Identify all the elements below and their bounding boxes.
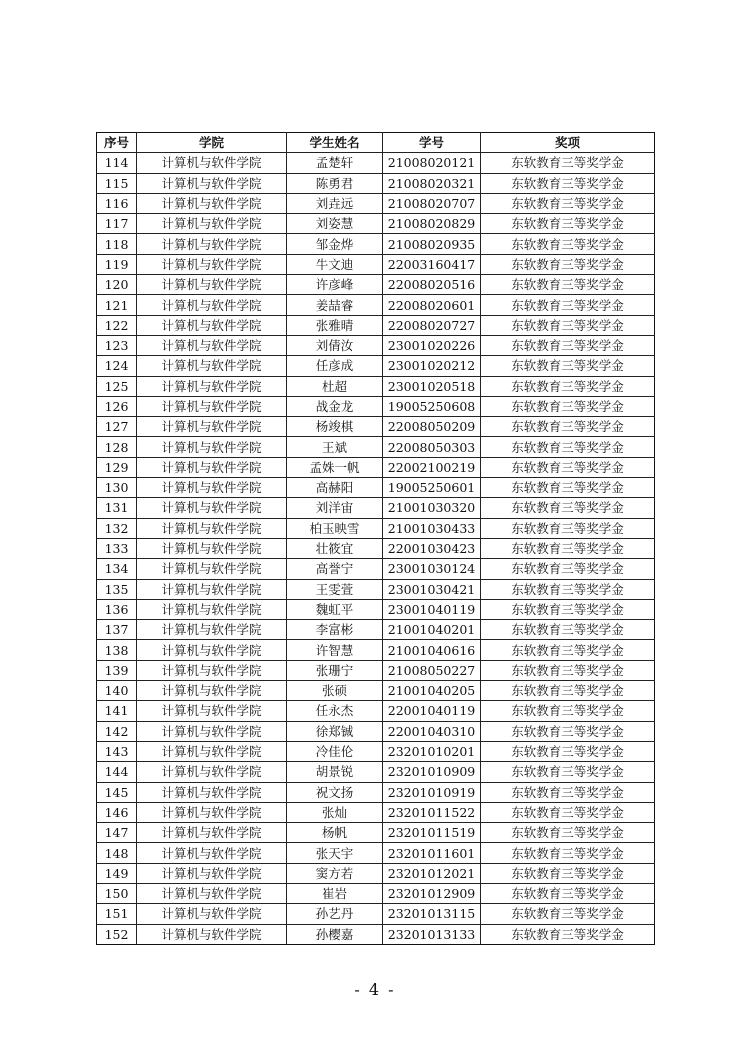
cell-award: 东软教育三等奖学金 [481,518,655,538]
table-row [97,417,655,437]
cell-award: 东软教育三等奖学金 [481,457,655,477]
cell-student-name: 崔岩 [287,883,383,903]
cell-college: 计算机与软件学院 [137,599,287,619]
cell-serial: 144 [97,762,137,782]
cell-award: 东软教育三等奖学金 [481,599,655,619]
cell-student-id: 23001040119 [383,599,481,619]
table-row [97,437,655,457]
cell-student-name: 刘姿慧 [287,214,383,234]
cell-award: 东软教育三等奖学金 [481,924,655,944]
cell-serial: 114 [97,153,137,173]
cell-student-name: 孙艺丹 [287,904,383,924]
table-row [97,883,655,903]
cell-award: 东软教育三等奖学金 [481,620,655,640]
table-row [97,335,655,355]
cell-student-name: 张灿 [287,802,383,822]
cell-student-id: 23201010919 [383,782,481,802]
cell-college: 计算机与软件学院 [137,315,287,335]
cell-serial: 152 [97,924,137,944]
cell-college: 计算机与软件学院 [137,376,287,396]
cell-student-name: 任永杰 [287,701,383,721]
cell-serial: 142 [97,721,137,741]
cell-award: 东软教育三等奖学金 [481,904,655,924]
cell-student-name: 李富彬 [287,620,383,640]
table-row [97,275,655,295]
table-row [97,579,655,599]
cell-student-name: 刘倩汝 [287,335,383,355]
cell-serial: 122 [97,315,137,335]
cell-student-id: 21008020321 [383,173,481,193]
cell-student-id: 23001020212 [383,356,481,376]
cell-award: 东软教育三等奖学金 [481,782,655,802]
table-row [97,924,655,944]
cell-serial: 145 [97,782,137,802]
header-student-name: 学生姓名 [287,133,383,153]
table-row [97,802,655,822]
cell-student-name: 许彦峰 [287,275,383,295]
cell-award: 东软教育三等奖学金 [481,681,655,701]
cell-serial: 121 [97,295,137,315]
cell-serial: 148 [97,843,137,863]
page-number: - 4 - [354,980,396,999]
header-award: 奖项 [481,133,655,153]
cell-serial: 141 [97,701,137,721]
cell-student-name: 邹金烨 [287,234,383,254]
table-row [97,234,655,254]
cell-student-id: 22008020516 [383,275,481,295]
cell-student-id: 22008020727 [383,315,481,335]
cell-award: 东软教育三等奖学金 [481,254,655,274]
cell-college: 计算机与软件学院 [137,173,287,193]
cell-student-id: 21008020829 [383,214,481,234]
cell-serial: 123 [97,335,137,355]
cell-college: 计算机与软件学院 [137,782,287,802]
cell-serial: 136 [97,599,137,619]
table-row [97,478,655,498]
cell-student-name: 杜超 [287,376,383,396]
cell-student-name: 徐郑铖 [287,721,383,741]
cell-student-id: 23201013115 [383,904,481,924]
cell-college: 计算机与软件学院 [137,660,287,680]
cell-student-name: 柏玉映雪 [287,518,383,538]
cell-college: 计算机与软件学院 [137,478,287,498]
cell-award: 东软教育三等奖学金 [481,721,655,741]
cell-award: 东软教育三等奖学金 [481,762,655,782]
cell-student-name: 张珊宁 [287,660,383,680]
cell-student-id: 22001040119 [383,701,481,721]
cell-serial: 143 [97,741,137,761]
cell-student-name: 祝文扬 [287,782,383,802]
cell-award: 东软教育三等奖学金 [481,193,655,213]
table-row [97,762,655,782]
cell-college: 计算机与软件学院 [137,437,287,457]
cell-award: 东软教育三等奖学金 [481,559,655,579]
cell-award: 东软教育三等奖学金 [481,356,655,376]
cell-serial: 138 [97,640,137,660]
cell-student-id: 21001040616 [383,640,481,660]
cell-student-id: 23201012909 [383,883,481,903]
cell-student-id: 21008020707 [383,193,481,213]
table-row [97,457,655,477]
table-row [97,214,655,234]
cell-award: 东软教育三等奖学金 [481,701,655,721]
cell-student-id: 23201011519 [383,823,481,843]
header-row [97,133,655,153]
table-row [97,782,655,802]
cell-college: 计算机与软件学院 [137,802,287,822]
cell-serial: 129 [97,457,137,477]
cell-student-id: 23201010201 [383,741,481,761]
cell-student-id: 21008020935 [383,234,481,254]
table-row [97,863,655,883]
cell-college: 计算机与软件学院 [137,863,287,883]
cell-college: 计算机与软件学院 [137,843,287,863]
table-row [97,640,655,660]
cell-college: 计算机与软件学院 [137,214,287,234]
cell-college: 计算机与软件学院 [137,193,287,213]
cell-student-id: 23001020226 [383,335,481,355]
cell-student-id: 21001040201 [383,620,481,640]
cell-college: 计算机与软件学院 [137,275,287,295]
cell-student-name: 王雯萱 [287,579,383,599]
cell-award: 东软教育三等奖学金 [481,396,655,416]
cell-serial: 125 [97,376,137,396]
table-row [97,315,655,335]
cell-serial: 120 [97,275,137,295]
table-row [97,396,655,416]
cell-serial: 126 [97,396,137,416]
table-row [97,538,655,558]
header-college: 学院 [137,133,287,153]
cell-student-name: 战金龙 [287,396,383,416]
cell-student-id: 23201012021 [383,863,481,883]
cell-award: 东软教育三等奖学金 [481,498,655,518]
cell-student-name: 牛文迪 [287,254,383,274]
table-row [97,295,655,315]
cell-college: 计算机与软件学院 [137,254,287,274]
cell-student-name: 张雅晴 [287,315,383,335]
cell-student-id: 22003160417 [383,254,481,274]
cell-college: 计算机与软件学院 [137,721,287,741]
cell-college: 计算机与软件学院 [137,579,287,599]
cell-serial: 137 [97,620,137,640]
cell-serial: 135 [97,579,137,599]
cell-college: 计算机与软件学院 [137,335,287,355]
cell-award: 东软教育三等奖学金 [481,741,655,761]
cell-student-id: 21008050227 [383,660,481,680]
cell-student-name: 许智慧 [287,640,383,660]
cell-college: 计算机与软件学院 [137,701,287,721]
cell-student-id: 22008050209 [383,417,481,437]
table-row [97,741,655,761]
cell-award: 东软教育三等奖学金 [481,883,655,903]
cell-student-name: 张硕 [287,681,383,701]
table-row [97,721,655,741]
cell-college: 计算机与软件学院 [137,396,287,416]
cell-serial: 139 [97,660,137,680]
cell-award: 东软教育三等奖学金 [481,214,655,234]
cell-college: 计算机与软件学院 [137,518,287,538]
table-row [97,701,655,721]
cell-award: 东软教育三等奖学金 [481,640,655,660]
header-serial: 序号 [97,133,137,153]
document-page [96,132,654,945]
cell-award: 东软教育三等奖学金 [481,315,655,335]
cell-student-id: 23201013133 [383,924,481,944]
cell-serial: 127 [97,417,137,437]
cell-student-name: 刘垚远 [287,193,383,213]
cell-student-name: 任彦成 [287,356,383,376]
table-row [97,518,655,538]
cell-award: 东软教育三等奖学金 [481,660,655,680]
cell-student-id: 21008020121 [383,153,481,173]
table-row [97,498,655,518]
cell-serial: 149 [97,863,137,883]
cell-student-id: 19005250608 [383,396,481,416]
cell-college: 计算机与软件学院 [137,924,287,944]
cell-student-name: 刘洋宙 [287,498,383,518]
cell-college: 计算机与软件学院 [137,559,287,579]
cell-serial: 115 [97,173,137,193]
cell-student-id: 23201011522 [383,802,481,822]
cell-student-name: 窦方若 [287,863,383,883]
cell-serial: 119 [97,254,137,274]
table-row [97,660,655,680]
cell-student-name: 魏虹平 [287,599,383,619]
table-row [97,356,655,376]
cell-award: 东软教育三等奖学金 [481,478,655,498]
cell-award: 东软教育三等奖学金 [481,275,655,295]
cell-student-name: 高赫阳 [287,478,383,498]
cell-serial: 140 [97,681,137,701]
cell-student-id: 21001030320 [383,498,481,518]
scholarship-table [96,132,655,945]
cell-college: 计算机与软件学院 [137,823,287,843]
cell-student-name: 孟楚轩 [287,153,383,173]
header-student-id: 学号 [383,133,481,153]
table-row [97,559,655,579]
cell-serial: 128 [97,437,137,457]
cell-college: 计算机与软件学院 [137,620,287,640]
cell-serial: 147 [97,823,137,843]
table-row [97,904,655,924]
cell-serial: 117 [97,214,137,234]
cell-student-name: 冷佳伦 [287,741,383,761]
table-row [97,620,655,640]
cell-student-id: 22001040310 [383,721,481,741]
table-row [97,599,655,619]
cell-student-name: 姜喆睿 [287,295,383,315]
cell-college: 计算机与软件学院 [137,741,287,761]
table-row [97,376,655,396]
cell-student-name: 高誉宁 [287,559,383,579]
cell-award: 东软教育三等奖学金 [481,173,655,193]
cell-serial: 150 [97,883,137,903]
cell-student-name: 张天宇 [287,843,383,863]
cell-student-name: 杨竣棋 [287,417,383,437]
table-row [97,193,655,213]
cell-serial: 134 [97,559,137,579]
cell-student-id: 23001020518 [383,376,481,396]
cell-student-id: 22008020601 [383,295,481,315]
cell-college: 计算机与软件学院 [137,153,287,173]
cell-student-id: 22001030423 [383,538,481,558]
cell-award: 东软教育三等奖学金 [481,437,655,457]
cell-award: 东软教育三等奖学金 [481,823,655,843]
cell-award: 东软教育三等奖学金 [481,295,655,315]
cell-student-id: 22008050303 [383,437,481,457]
cell-serial: 131 [97,498,137,518]
cell-award: 东软教育三等奖学金 [481,802,655,822]
cell-college: 计算机与软件学院 [137,234,287,254]
table-row [97,254,655,274]
table-row [97,153,655,173]
cell-student-name: 陈勇君 [287,173,383,193]
table-row [97,823,655,843]
cell-student-name: 杨帆 [287,823,383,843]
cell-serial: 118 [97,234,137,254]
cell-serial: 133 [97,538,137,558]
cell-college: 计算机与软件学院 [137,356,287,376]
cell-award: 东软教育三等奖学金 [481,335,655,355]
cell-student-name: 孟姝一帆 [287,457,383,477]
cell-student-id: 21001040205 [383,681,481,701]
cell-serial: 130 [97,478,137,498]
table-body [97,153,655,945]
cell-college: 计算机与软件学院 [137,295,287,315]
table-row [97,681,655,701]
cell-student-name: 孙樱嘉 [287,924,383,944]
cell-student-id: 23201011601 [383,843,481,863]
cell-college: 计算机与软件学院 [137,883,287,903]
cell-student-id: 23001030421 [383,579,481,599]
cell-award: 东软教育三等奖学金 [481,376,655,396]
cell-student-id: 22002100219 [383,457,481,477]
cell-student-id: 23201010909 [383,762,481,782]
table-row [97,843,655,863]
cell-student-id: 19005250601 [383,478,481,498]
cell-student-id: 23001030124 [383,559,481,579]
table-row [97,173,655,193]
cell-award: 东软教育三等奖学金 [481,863,655,883]
cell-serial: 132 [97,518,137,538]
cell-award: 东软教育三等奖学金 [481,579,655,599]
cell-college: 计算机与软件学院 [137,681,287,701]
cell-award: 东软教育三等奖学金 [481,234,655,254]
cell-serial: 151 [97,904,137,924]
cell-college: 计算机与软件学院 [137,640,287,660]
cell-college: 计算机与软件学院 [137,498,287,518]
cell-student-name: 壮筱宜 [287,538,383,558]
cell-award: 东软教育三等奖学金 [481,538,655,558]
cell-student-name: 王斌 [287,437,383,457]
cell-student-id: 21001030433 [383,518,481,538]
cell-serial: 124 [97,356,137,376]
cell-award: 东软教育三等奖学金 [481,153,655,173]
cell-college: 计算机与软件学院 [137,904,287,924]
cell-college: 计算机与软件学院 [137,417,287,437]
cell-award: 东软教育三等奖学金 [481,417,655,437]
cell-serial: 146 [97,802,137,822]
cell-college: 计算机与软件学院 [137,538,287,558]
cell-student-name: 胡景锐 [287,762,383,782]
table-header [97,133,655,153]
cell-college: 计算机与软件学院 [137,762,287,782]
cell-serial: 116 [97,193,137,213]
cell-award: 东软教育三等奖学金 [481,843,655,863]
cell-college: 计算机与软件学院 [137,457,287,477]
